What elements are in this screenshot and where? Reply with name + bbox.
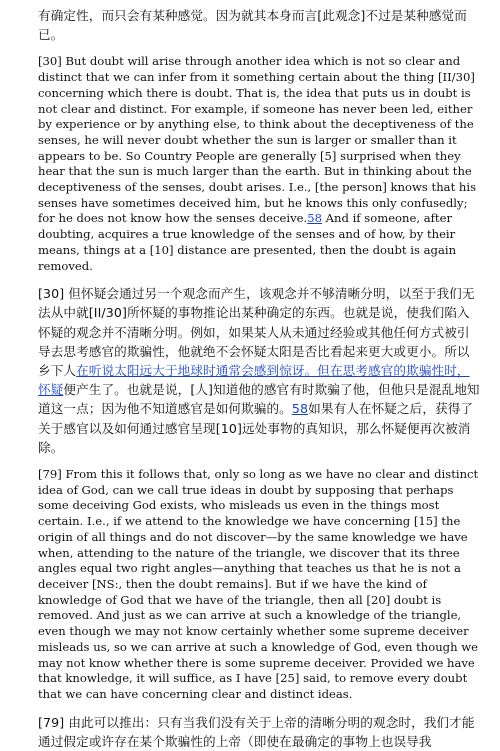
paragraph-text: 如果有人在怀疑之后，获得了关于感官以及如何通过感官呈现[10]远处事物的真知识，那么怀疑便再次被消除。 [38,401,474,455]
spacer [38,44,480,54]
spacer [38,703,480,713]
spacer [38,274,480,284]
paragraph-zh-30 [38,284,480,457]
paragraph-en-79: [79] From this it follows that, only so long as we have no clear and distinct idea of God, can we call true ideas in doubt by supposing that perhaps some deceiving God exists, who misleads us even in the things most certain. I.e., if we attend to the knowledge we have concerning [15] the origin of all things and do not discover—by the same knowledge we have when, attending to the nature of the triangle, we discover that its three angles equal two right angles—anything that teaches us that he is not a deceiver [NS:, then the doubt remains]. But if we have the kind of knowledge of God that we have of the triangle, then all [20] doubt is removed. And just as we can arrive at such a knowledge of the triangle, even though we may not know certainly whether some supreme deceiver misleads us, so we can arrive at such a knowledge of God, even though we may not know whether there is some supreme deceiver. Provided we have that knowledge, it will suffice, as I have [25] said, to remove every doubt that we can have concerning clear and distinct ideas. [38,467,479,701]
paragraph-en-30 [38,54,480,274]
paragraph-zh-79: [79] 由此可以推出：只有当我们没有关于上帝的清晰分明的观念时，我们才能通过假定或许存在某个欺骗性的上帝（即使在最确定的事物上也误导我 [38,714,475,749]
spacer [38,457,480,467]
paragraph-zh-continuation: 有确定性，而只会有某种感觉。因为就其本身而言[此观念]不过是某种感觉而已。 [38,8,467,43]
paragraph-text: And if someone, after doubting, acquires a true knowledge of the senses and of how, by their means, things at a [10] distance are presented, then the doubt is again removed. [38,211,457,273]
footnote-link-58-zh[interactable]: 58 [291,401,309,417]
highlighted-link[interactable]: 在听说太阳远大于地球时通常会感到惊讶。但在思考感官的欺骗性时，怀疑 [38,363,470,398]
paragraph-text: 便产生了。也就是说，[人]知道他的感官有时欺骗了他，但他只是混乱地知道这一点；因为他不知道感官是如何欺骗的。 [38,382,480,417]
paragraph-text: [30] 但怀疑会通过另一个观念而产生，该观念并不够清晰分明，以至于我们无法从中就[II/30]所怀疑的事物推论出某种确定的东西。也就是说，使我们陷入怀疑的观念并不清晰分明。例如，如果某人从未通过经验或其他任何方式被引导去思考感官的欺骗性，他就绝不会怀疑太阳是否比看起来更大或更小。所以乡下人 [38,286,475,379]
footnote-link-58[interactable]: 58 [307,211,322,226]
paragraph-text: [30] But doubt will arise through another idea which is not so clear and distinct that we can infer from it something certain about the thing [II/30] concerning which there is doubt. That is, the idea that puts us in doubt is not clear and distinct. For example, if someone has never been led, either by experience or by anything else, to think about the deceptiveness of the senses, he will never doubt whether the sun is larger or smaller than it appears to be. So Country People are generally [5] surprised when they hear that the sun is much larger than the earth. But in thinking about the deceptiveness of the senses, doubt arises. I.e., [the person] knows that his senses have sometimes deceived him, but he knows this only confusedly; for he does not know how the senses deceive. [38,54,477,226]
